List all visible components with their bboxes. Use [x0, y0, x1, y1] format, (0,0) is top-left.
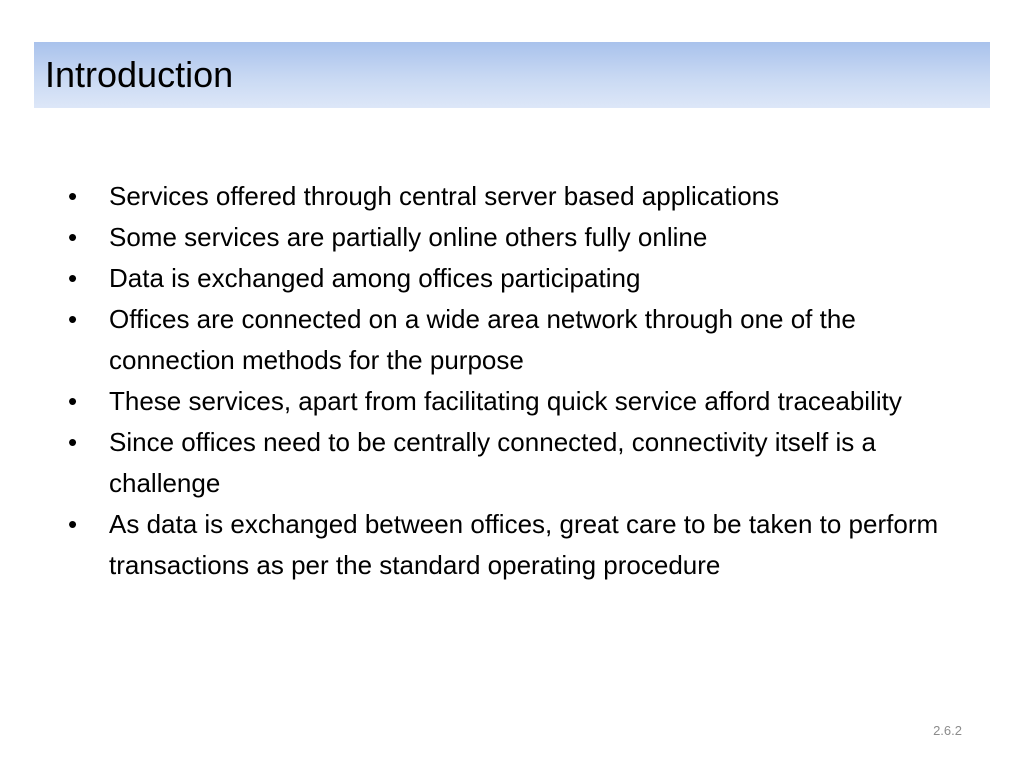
bullet-item-6 — [68, 422, 958, 504]
slide-title: Introduction — [45, 54, 234, 95]
bullet-text: These services, apart from facilitating quick service afford traceability — [109, 386, 902, 416]
bullet-item-5 — [68, 381, 958, 422]
bullet-text: Some services are partially online others fully online — [109, 222, 708, 252]
bullet-item-3 — [68, 258, 958, 299]
bullet-text: Data is exchanged among offices participating — [109, 263, 641, 293]
bullet-marker: • — [68, 427, 78, 457]
bullet-marker: • — [68, 222, 78, 252]
bullet-item-1 — [68, 176, 958, 217]
bullet-item-2 — [68, 217, 958, 258]
bullet-item-4 — [68, 299, 958, 381]
bullet-marker: • — [68, 304, 78, 334]
bullet-list — [68, 176, 958, 586]
bullet-item-7 — [68, 504, 958, 586]
bullet-text: Services offered through central server based applications — [109, 181, 780, 211]
bullet-marker: • — [68, 386, 78, 416]
title-bar — [34, 42, 990, 108]
bullet-marker: • — [68, 263, 78, 293]
bullet-text: As data is exchanged between offices, great care to be taken to perform transactions as per the standard operating procedure — [109, 509, 939, 580]
bullet-text: Since offices need to be centrally connected, connectivity itself is a challenge — [109, 427, 876, 498]
bullet-marker: • — [68, 509, 78, 539]
bullet-marker: • — [68, 181, 78, 211]
bullet-text: Offices are connected on a wide area network through one of the connection methods for the purpose — [109, 304, 856, 375]
slide-number: 2.6.2 — [933, 723, 962, 738]
